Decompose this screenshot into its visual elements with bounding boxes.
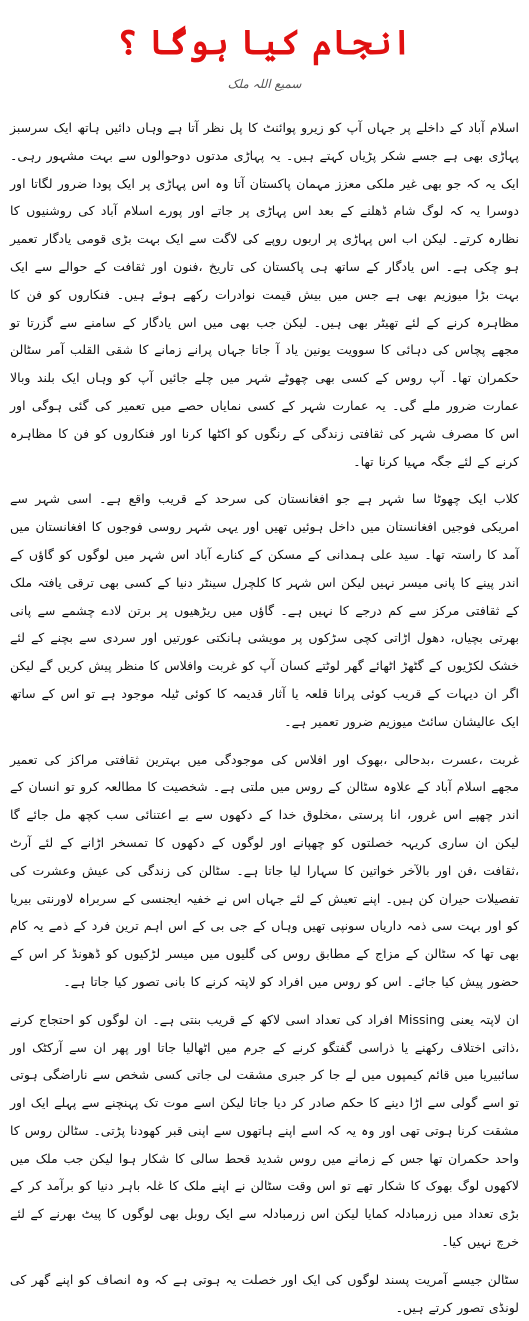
- article-body: [10, 114, 519, 1321]
- paragraph-4: ان لاپتہ یعنی Missing افراد کی تعداد اسی لاکھ کے قریب بنتی ہے۔ ان لوگوں کو احتجاج کرنے ،ذاتی اختلاف رکھنے یا ذراسی گفتگو کرنے کے جرم میں اٹھالیا جاتا اور پھر ان سے آرکٹک اور سائبیریا میں قائم کیمپوں میں لے جا کر جبری مشقت لی جاتی کسی شخص سے ناراضگی ہوتی تو اسے گولی سے اڑا دینے کا حکم صادر کر دیا جاتا لیکن اسے موت تک پہنچنے سے پہلے ایک اور مشقت کرنا ہوتی تھی اور وہ یہ کہ اسے اپنے ہاتھوں سے اپنی قبر کھودنا پڑتی۔ سٹالن روس کا واحد حکمران تھا جس کے زمانے میں روس شدید قحط سالی کا شکار ہوا لیکن جب ملک میں لاکھوں لوگ بھوک کا شکار تھے تو اس وقت سٹالن نے اپنے ملک کا غلہ باہر دنیا کو برآمد کر کے بڑی تعداد میں زرمبادلہ کمایا لیکن اس زرمبادلہ سے ایک روبل بھی لوگوں کا پیٹ بھرنے کے لئے خرچ نہیں کیا۔: [10, 1011, 519, 1250]
- article-title: انجام کیا ہوگا ؟: [117, 23, 412, 63]
- paragraph-2: کلاب ایک چھوٹا سا شہر ہے جو افغانستان کی سرحد کے قریب واقع ہے۔ اسی شہر سے امریکی فوجیں افغانستان میں داخل ہوئیں تھیں اور یہی شہر روسی فوجوں کا افغانستان میں آمد کا راستہ تھا۔ سید علی ہمدانی کے مسکن کے کنارے آباد اس شہر میں لوگوں کو گاؤں کے اندر پینے کا پانی میسر نہیں لیکن اس شہر کا کلچرل سینٹر دنیا کے کسی بھی ترقی یافتہ ملک کے ثقافتی مرکز سے کم درجے کا نہیں ہے۔ گاؤں میں ریڑھیوں پر برتن لادے چشمے سے پانی بھرتی بچیاں، دھول اڑاتی کچی سڑکوں پر مویشی ہانکتی عورتیں اور سردی سے بچنے کے لئے خشک لکڑیوں کے گٹھڑ اٹھائے گھر لوٹتے کسان آپ کو غربت وافلاس کا منظر پیش کریں گے لیکن اگر ان دیہات کے قریب کوئی پرانا قلعہ یا آثار قدیمہ کا کوئی ٹیلہ موجود ہے تو اس کے ساتھ ایک عالیشان سائٹ میوزیم ضرور تعمیر ہے۔: [10, 491, 519, 729]
- paragraph-3: غربت ،عسرت ،بدحالی ،بھوک اور افلاس کی موجودگی میں بہترین ثقافتی مراکز کی تعمیر مجھے اسلام آباد کے علاوہ سٹالن کے روس میں ملتی ہے۔ شخصیت کا مطالعہ کرو تو انسان کے اندر چھپے اس غرور، انا پرستی ،مخلوق خدا کے دکھوں سے بے اعتنائی سب کچھ مل جائے گا لیکن ان ساری کریہہ خصلتوں کو چھپانے اور لوگوں کے دکھوں کا تمسخر اڑانے کے لئے آرٹ ،ثقافت ،فن اور بالآخر خواتین کا سہارا لیا جاتا ہے۔ سٹالن کی زندگی کی عیش وعشرت کی تفصیلات حیران کن ہیں۔ اپنے تعیش کے لئے جہاں اس نے خفیہ ایجنسی کے سربراہ لاورنتی بیریا کو اور بہت سی ذمہ داریاں سونپی تھیں وہاں کے جی بی کے اس اہم ترین فرد کے ذمے یہ کام بھی تھا کہ سٹالن کے مزاج کے مطابق روس کی گلیوں میں میسر لڑکیوں کو ڈھونڈ کر اس کے حضور پیش کیا جائے۔ اس کو روس میں افراد کو لاپتہ کرنے کا بانی تصور کیا جاتا ہے۔: [10, 751, 519, 989]
- author-byline: سمیع اللہ ملک: [227, 77, 302, 91]
- paragraph-5: سٹالن جیسے آمریت پسند لوگوں کی ایک اور خصلت یہ ہوتی ہے کہ وہ انصاف کو اپنے گھر کی لونڈی تصور کرتے ہیں۔: [10, 1271, 519, 1315]
- paragraph-1: اسلام آباد کے داخلے پر جہاں آپ کو زیرو پوائنٹ کا پل نظر آتا ہے وہاں دائیں ہاتھ ایک سرسبز پہاڑی بھی ہے جسے شکر پڑیاں کہتے ہیں۔ یہ پہاڑی مدتوں دوحوالوں سے بہت مشہور رہی۔ ایک یہ کہ جو بھی غیر ملکی معزز مہمان پاکستان آتا وہ اس پہاڑی پر ایک پودا ضرور لگاتا اور دوسرا یہ کہ لوگ شام ڈھلنے کے بعد اس پہاڑی پر جاتے اور پورے اسلام آباد کی روشنیوں کا نظارہ کرتے۔ لیکن اب اس پہاڑی پر اربوں روپے کی لاگت سے ایک بہت بڑی قومی یادگار تعمیر ہو چکی ہے۔ اس یادگار کے ساتھ ہی پاکستان کی تاریخ ،فنون اور ثقافت کے حوالے سے ایک بہت بڑا میوزیم بھی ہے جس میں بیش قیمت نوادرات رکھے ہوئے ہیں۔ فنکاروں کو فن کا مظاہرہ کرنے کے لئے تھیٹر بھی ہیں۔ لیکن جب بھی میں اس یادگار کے سامنے سے گزرتا تو مجھے پچاس کی دہائی کا سوویت یونین یاد آ جاتا جہاں پرانے زمانے کا شقی القلب آمر سٹالن حکمران تھا۔ آپ روس کے کسی بھی چھوٹے شہر میں چلے جائیں آپ کو وہاں ایک بلند وبالا عمارت ضرور ملے گی۔ یہ عمارت شہر کے کسی نمایاں حصے میں تعمیر کی گئی ہوگی اور اس کا مصرف شہر کی ثقافتی زندگی کے رنگوں کو اکٹھا کرنا اور فنکاروں کو فن کا مظاہرہ کرنے کے لئے جگہ مہیا کرنا تھا۔: [10, 120, 519, 469]
